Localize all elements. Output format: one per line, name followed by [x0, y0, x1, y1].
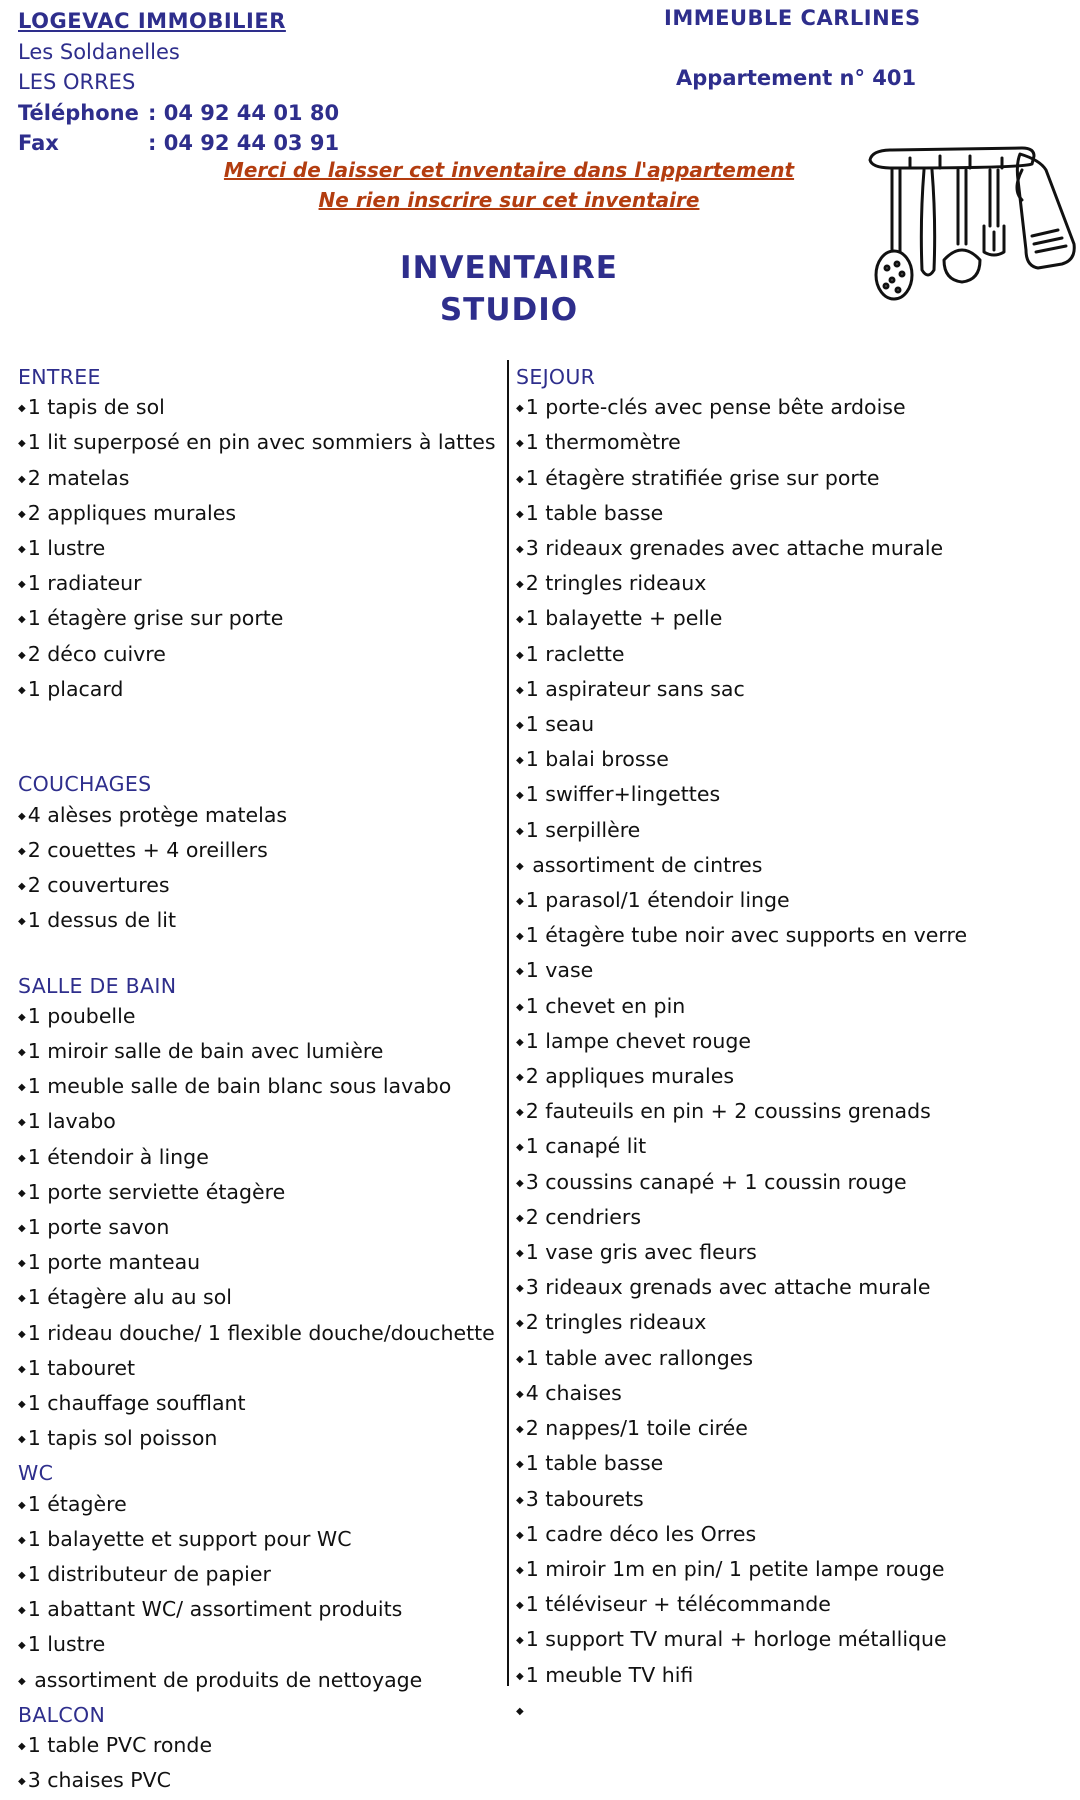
column-divider: [507, 360, 509, 1686]
list-item: ◆ 2 tringles rideaux: [516, 568, 967, 603]
list-item: ◆ 1 porte manteau: [18, 1247, 496, 1282]
list-item: ◆ 1 étagère alu au sol: [18, 1282, 496, 1317]
list-item: ◆ 1 balayette + pelle: [516, 603, 967, 638]
phone-number: : 04 92 44 01 80: [148, 100, 340, 125]
list-item: ◆ 1 balayette et support pour WC: [18, 1524, 496, 1559]
list-item: ◆ 1 table basse: [516, 498, 967, 533]
right-column: [516, 362, 967, 1730]
list-item: ◆ 1 meuble TV hifi: [516, 1660, 967, 1695]
list-item: ◆ 1 cadre déco les Orres: [516, 1519, 967, 1554]
list-item: ◆ 1 miroir 1m en pin/ 1 petite lampe rouge: [516, 1554, 967, 1589]
list-item: ◆ 1 vase gris avec fleurs: [516, 1237, 967, 1272]
list-item: ◆ 1 table PVC ronde: [18, 1730, 496, 1765]
list-item: ◆ 1 chevet en pin: [516, 991, 967, 1026]
list-item: ◆ 1 parasol/1 étendoir linge: [516, 885, 967, 920]
list-item: ◆ 3 rideaux grenads avec attache murale: [516, 1272, 967, 1307]
list-item: ◆ 1 étagère grise sur porte: [18, 603, 496, 638]
list-item: ◆ 1 abattant WC/ assortiment produits: [18, 1594, 496, 1629]
list-item: ◆ 1 tapis sol poisson: [18, 1423, 496, 1458]
list-item: ◆ 1 meuble salle de bain blanc sous lavabo: [18, 1071, 496, 1106]
list-item: ◆ 1 aspirateur sans sac: [516, 674, 967, 709]
building-name: IMMEUBLE CARLINES: [664, 6, 921, 30]
residence-name: Les Soldanelles: [18, 39, 180, 64]
list-item: ◆ 1 étagère stratifiée grise sur porte: [516, 463, 967, 498]
list-item: ◆ 1 dessus de lit: [18, 905, 496, 940]
list-item: ◆ 1 serpillère: [516, 815, 967, 850]
section-title-sejour: SEJOUR: [516, 365, 596, 389]
list-item: ◆ 1 lampe chevet rouge: [516, 1026, 967, 1061]
list-item: ◆ 1 téléviseur + télécommande: [516, 1589, 967, 1624]
list-item: ◆ 2 matelas: [18, 463, 496, 498]
list-item: ◆ 1 lavabo: [18, 1106, 496, 1141]
list-item: ◆ assortiment de cintres: [516, 850, 967, 885]
section-title-wc: WC: [18, 1461, 54, 1486]
list-item: ◆ 1 canapé lit: [516, 1131, 967, 1166]
list-item: ◆ 1 chauffage soufflant: [18, 1388, 496, 1423]
section-title-salle-de-bain: SALLE DE BAIN: [18, 973, 177, 998]
inventory-subtitle: STUDIO: [439, 292, 579, 328]
list-item: ◆ 2 appliques murales: [18, 498, 496, 533]
section-title-couchages: COUCHAGES: [18, 772, 152, 797]
phone-label: Téléphone: [18, 100, 139, 125]
list-item: ◆ 1 seau: [516, 709, 967, 744]
list-item: ◆ 1 vase: [516, 955, 967, 990]
kitchen-utensils-icon: [862, 140, 1080, 310]
list-item: ◆ 4 chaises: [516, 1378, 967, 1413]
list-item: ◆ 1 porte serviette étagère: [18, 1177, 496, 1212]
list-item: ◆ 1 poubelle: [18, 1001, 496, 1036]
town-name: LES ORRES: [18, 70, 136, 94]
list-item: ◆ 2 tringles rideaux: [516, 1307, 967, 1342]
fax-number: : 04 92 44 03 91: [148, 131, 340, 155]
list-item: ◆ 1 table basse: [516, 1448, 967, 1483]
agency-name: LOGEVAC IMMOBILIER: [18, 9, 286, 33]
list-item: ◆ 1 tapis de sol: [18, 392, 496, 427]
list-item: [516, 1695, 967, 1730]
list-item: ◆ 1 lustre: [18, 533, 496, 568]
section-title-balcon: BALCON: [18, 1702, 106, 1727]
list-item: ◆ 1 table avec rallonges: [516, 1343, 967, 1378]
list-item: ◆ 1 placard: [18, 674, 496, 709]
list-item: ◆ 2 couvertures: [18, 870, 496, 905]
list-item: ◆ 1 raclette: [516, 639, 967, 674]
list-item: ◆ 2 couettes + 4 oreillers: [18, 835, 496, 870]
list-item: ◆ 1 radiateur: [18, 568, 496, 603]
notice-do-not-write: Ne rien inscrire sur cet inventaire: [318, 188, 700, 212]
section-title-entree: ENTREE: [18, 365, 101, 389]
list-item: ◆ 3 chaises PVC: [18, 1765, 496, 1800]
notice-leave-inventory: Merci de laisser cet inventaire dans l'appartement: [223, 158, 795, 182]
phone-line: [18, 98, 339, 129]
left-column: [18, 362, 496, 1800]
list-item: ◆ 2 nappes/1 toile cirée: [516, 1413, 967, 1448]
list-item: ◆ 3 tabourets: [516, 1484, 967, 1519]
list-item: ◆ 1 porte savon: [18, 1212, 496, 1247]
agency-header: [18, 6, 339, 159]
list-item: ◆ 1 tabouret: [18, 1353, 496, 1388]
list-item: ◆ 3 rideaux grenades avec attache murale: [516, 533, 967, 568]
list-item: ◆ 1 étagère: [18, 1489, 496, 1524]
list-item: ◆ 1 balai brosse: [516, 744, 967, 779]
list-item: ◆ 1 lit superposé en pin avec sommiers à lattes: [18, 427, 496, 462]
list-item: ◆ 1 rideau douche/ 1 flexible douche/douchette: [18, 1318, 496, 1353]
inventory-title: INVENTAIRE: [400, 250, 618, 286]
fax-line: [18, 128, 339, 159]
list-item: ◆ 1 support TV mural + horloge métallique: [516, 1624, 967, 1659]
list-item: ◆ 1 étagère tube noir avec supports en verre: [516, 920, 967, 955]
list-item: ◆ 1 miroir salle de bain avec lumière: [18, 1036, 496, 1071]
sejour-list: [516, 392, 967, 1730]
list-item: ◆ 4 alèses protège matelas: [18, 800, 496, 835]
list-item: ◆ 2 fauteuils en pin + 2 coussins grenads: [516, 1096, 967, 1131]
list-item: ◆ 2 déco cuivre: [18, 639, 496, 674]
list-item: ◆ 1 thermomètre: [516, 427, 967, 462]
list-item: ◆ 1 swiffer+lingettes: [516, 779, 967, 814]
list-item: ◆ 1 porte-clés avec pense bête ardoise: [516, 392, 967, 427]
list-item: ◆ assortiment de produits de nettoyage: [18, 1665, 496, 1700]
apartment-number: Appartement n° 401: [676, 66, 917, 90]
list-item: ◆ 2 appliques murales: [516, 1061, 967, 1096]
list-item: ◆ 2 cendriers: [516, 1202, 967, 1237]
list-item: ◆ 1 étendoir à linge: [18, 1142, 496, 1177]
list-item: ◆ 3 coussins canapé + 1 coussin rouge: [516, 1167, 967, 1202]
list-item: ◆ 1 distributeur de papier: [18, 1559, 496, 1594]
fax-label: Fax: [18, 131, 59, 155]
list-item: ◆ 1 lustre: [18, 1629, 496, 1664]
